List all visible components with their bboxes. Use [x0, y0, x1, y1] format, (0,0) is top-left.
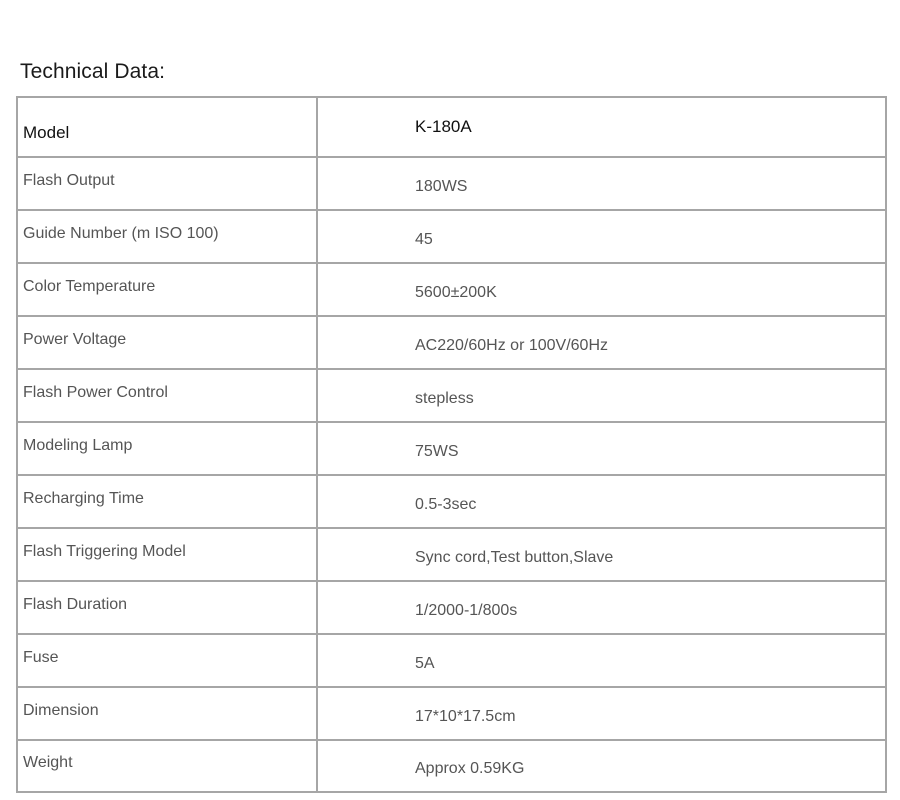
table-row	[17, 316, 886, 369]
table-row	[17, 210, 886, 263]
spec-value: 75WS	[317, 422, 886, 475]
model-value: K-180A	[317, 97, 886, 157]
table-row	[17, 634, 886, 687]
spec-label: Weight	[17, 740, 317, 792]
table-row	[17, 475, 886, 528]
spec-value: 1/2000-1/800s	[317, 581, 886, 634]
spec-label: Flash Output	[17, 157, 317, 210]
table-row	[17, 263, 886, 316]
spec-value: 17*10*17.5cm	[317, 687, 886, 740]
table-row	[17, 581, 886, 634]
spec-value: 0.5-3sec	[317, 475, 886, 528]
spec-value: Approx 0.59KG	[317, 740, 886, 792]
spec-value: 180WS	[317, 157, 886, 210]
spec-label: Guide Number (m ISO 100)	[17, 210, 317, 263]
spec-label: Dimension	[17, 687, 317, 740]
spec-value: Sync cord,Test button,Slave	[317, 528, 886, 581]
spec-label: Flash Duration	[17, 581, 317, 634]
spec-label: Recharging Time	[17, 475, 317, 528]
spec-value: 5A	[317, 634, 886, 687]
spec-value: 5600±200K	[317, 263, 886, 316]
spec-label: Flash Triggering Model	[17, 528, 317, 581]
table-row	[17, 687, 886, 740]
page-title: Technical Data:	[20, 60, 166, 83]
table-row	[17, 369, 886, 422]
table-row	[17, 740, 886, 792]
spec-label: Flash Power Control	[17, 369, 317, 422]
model-label: Model	[17, 97, 317, 157]
spec-value: 45	[317, 210, 886, 263]
table-row	[17, 528, 886, 581]
technical-data-table	[16, 96, 887, 793]
table-row	[17, 157, 886, 210]
spec-label: Modeling Lamp	[17, 422, 317, 475]
spec-label: Power Voltage	[17, 316, 317, 369]
table-header-row	[17, 97, 886, 157]
spec-label: Fuse	[17, 634, 317, 687]
table-row	[17, 422, 886, 475]
spec-value: stepless	[317, 369, 886, 422]
spec-label: Color Temperature	[17, 263, 317, 316]
spec-value: AC220/60Hz or 100V/60Hz	[317, 316, 886, 369]
